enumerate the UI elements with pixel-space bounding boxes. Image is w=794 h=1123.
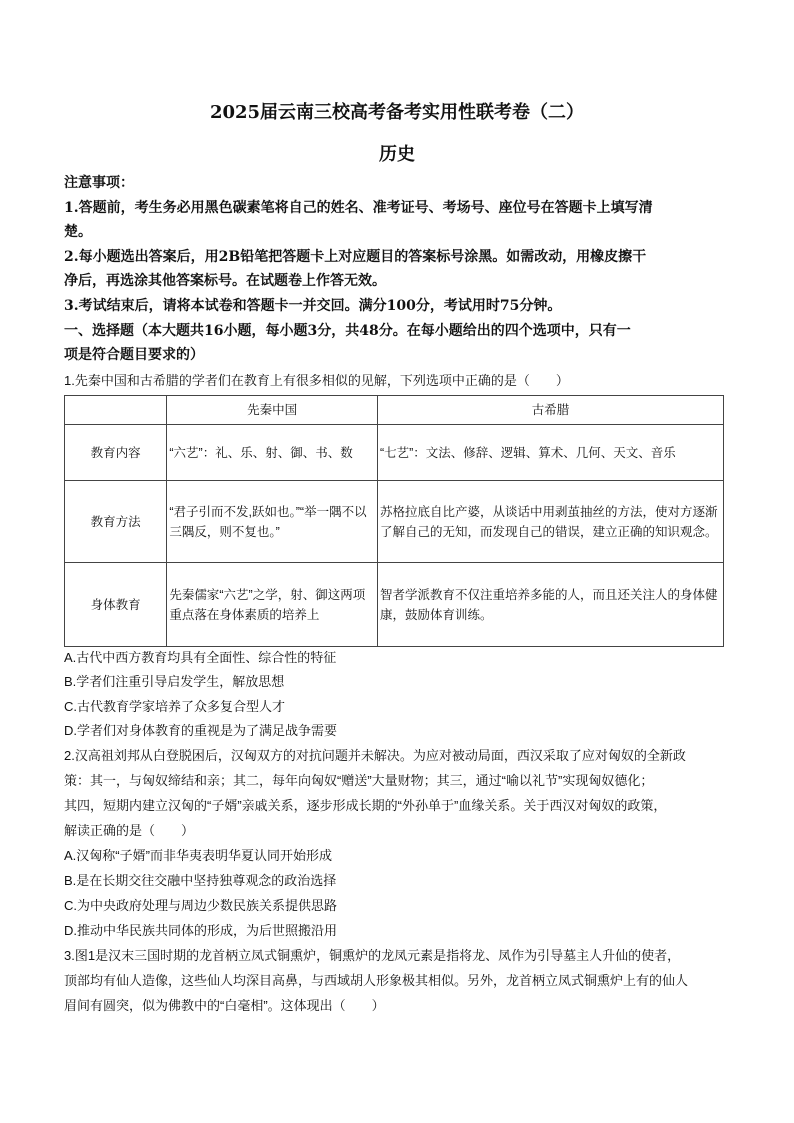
greece-cell: 智者学派教育不仅注重培养多能的人，而且还关注人的身体健康，鼓励体育训练。 <box>377 563 723 647</box>
notice-item-2-line-2: 净后，再选涂其他答案标号。在试题卷上作答无效。 <box>64 273 386 289</box>
question-1-option-a: A.古代中西方教育均具有全面性、综合性的特征 <box>64 650 337 665</box>
china-cell: “六艺”：礼、乐、射、御、书、数 <box>167 425 378 481</box>
table-header-empty <box>65 396 167 425</box>
question-2-option-b: B.是在长期交往交融中坚持独尊观念的政治选择 <box>64 873 337 888</box>
section-heading-line-2: 项是符合题目要求的） <box>64 347 204 363</box>
question-3-stem-line-3: 眉间有圆突，似为佛教中的“白毫相”。这体现出（ ） <box>64 998 385 1013</box>
row-label: 教育内容 <box>65 425 167 481</box>
question-2-option-d: D.推动中华民族共同体的形成，为后世照搬沿用 <box>64 923 338 938</box>
notice-item-1-line-2: 楚。 <box>64 224 92 240</box>
china-cell: 先秦儒家“六艺”之学，射、御这两项重点落在身体素质的培养上 <box>167 563 378 647</box>
question-2-stem-line-4: 解读正确的是（ ） <box>64 823 195 838</box>
china-cell: “君子引而不发,跃如也。”“举一隅不以三隅反，则不复也。” <box>167 481 378 563</box>
notice-item-1-line-1: 1.答题前，考生务必用黑色碳素笔将自己的姓名、准考证号、考场号、座位号在答题卡上填写清 <box>64 200 653 216</box>
subject-title: 历史 <box>379 144 415 165</box>
question-2-option-c: C.为中央政府处理与周边少数民族关系提供思路 <box>64 898 338 913</box>
question-1-option-d: D.学者们对身体教育的重视是为了满足战争需要 <box>64 723 338 738</box>
row-label: 身体教育 <box>65 563 167 647</box>
question-3-stem-line-1: 3.图1是汉末三国时期的龙首柄立凤式铜熏炉，铜熏炉的龙凤元素是指将龙、凤作为引导墓主人升仙的使者， <box>64 948 681 963</box>
section-heading-line-1: 一、选择题（本大题共16小题，每小题3分，共48分。在每小题给出的四个选项中，只有一 <box>64 323 631 339</box>
question-2-stem-line-2: 策：其一，与匈奴缔结和亲；其二，每年向匈奴“赠送”大量财物；其三，通过“喻以礼节”实现匈奴德化； <box>64 773 654 788</box>
question-1-option-b: B.学者们注重引导启发学生，解放思想 <box>64 674 285 689</box>
question-2-stem-line-3: 其四，短期内建立汉匈的“子婿”亲戚关系，逐步形成长期的“外孙单于”血缘关系。关于西汉对匈奴的政策， <box>64 798 667 813</box>
table-row <box>65 481 724 563</box>
question-1-stem: 1.先秦中国和古希腊的学者们在教育上有很多相似的见解，下列选项中正确的是（ ） <box>64 373 569 388</box>
greece-cell: 苏格拉底自比产婆，从谈话中用剥茧抽丝的方法，使对方逐渐了解自己的无知，而发现自己的错误，建立正确的知识观念。 <box>377 481 723 563</box>
notice-heading: 注意事项： <box>64 175 134 191</box>
notice-item-3: 3.考试结束后，请将本试卷和答题卡一并交回。满分100分，考试用时75分钟。 <box>64 298 562 314</box>
question-2-stem-line-1: 2.汉高祖刘邦从白登脱困后，汉匈双方的对抗问题并未解决。为应对被动局面，西汉采取了应对匈奴的全新政 <box>64 748 686 763</box>
row-label: 教育方法 <box>65 481 167 563</box>
question-1-table <box>64 395 724 647</box>
table-header-row <box>65 396 724 425</box>
notice-item-2-line-1: 2.每小题选出答案后，用2B铅笔把答题卡上对应题目的答案标号涂黑。如需改动，用橡皮擦干 <box>64 249 647 265</box>
question-2-option-a: A.汉匈称“子婿”而非华夷表明华夏认同开始形成 <box>64 848 332 863</box>
greece-cell: “七艺”：文法、修辞、逻辑、算术、几何、天文、音乐 <box>377 425 723 481</box>
table-row <box>65 563 724 647</box>
table-header-china: 先秦中国 <box>167 396 378 425</box>
question-1-option-c: C.古代教育学家培养了众多复合型人才 <box>64 699 286 714</box>
exam-title: 2025届云南三校高考备考实用性联考卷（二） <box>209 102 585 123</box>
table-row <box>65 425 724 481</box>
table-header-greece: 古希腊 <box>377 396 723 425</box>
question-3-stem-line-2: 顶部均有仙人造像，这些仙人均深目高鼻，与西域胡人形象极其相似。另外，龙首柄立凤式铜熏炉上有的仙人 <box>64 973 689 988</box>
